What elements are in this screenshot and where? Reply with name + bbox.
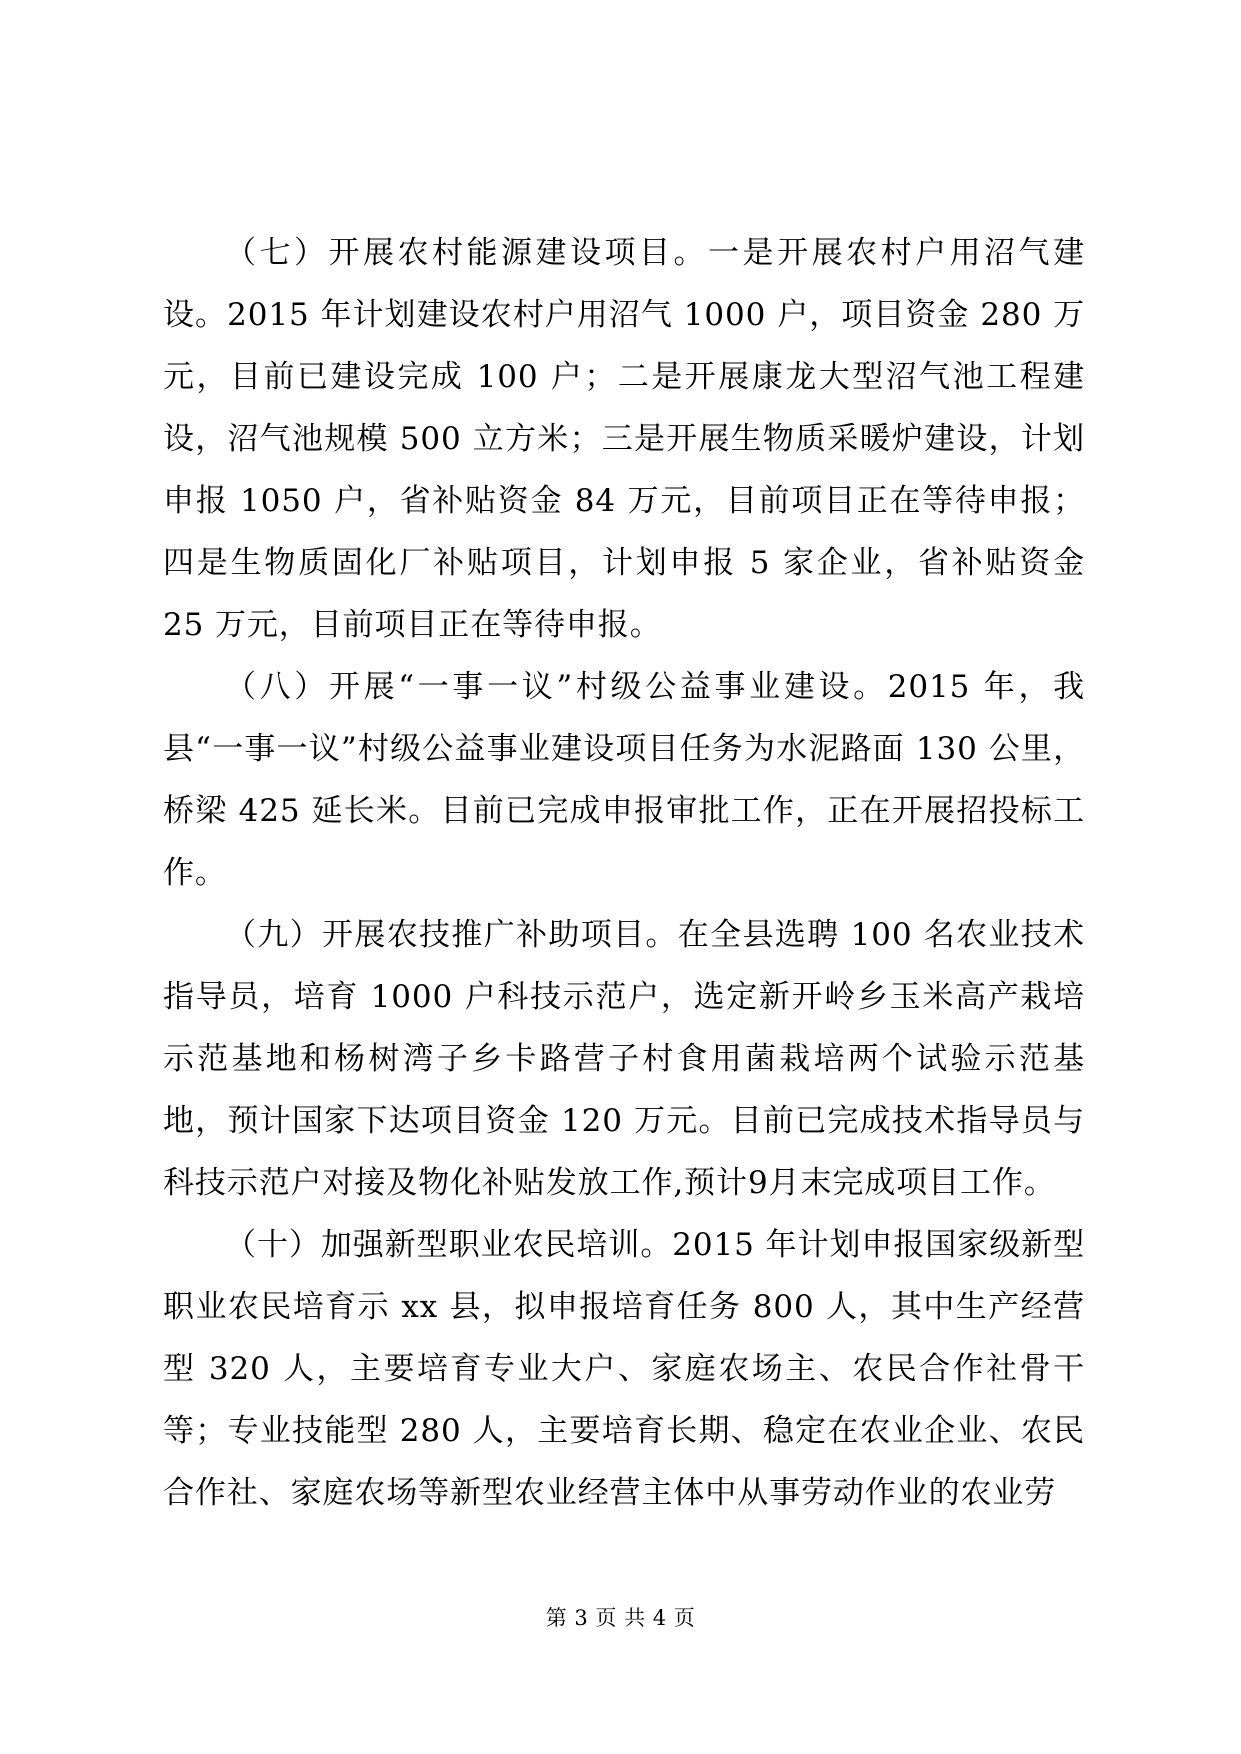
paragraph-agri-tech-projects: （九）开展农技推广补助项目。在全县选聘 100 名农业技术指导员，培育 1000 户科技示范户，选定新开岭乡玉米高产栽培示范基地和杨树湾子乡卡路营子村食用菌栽培两个试验示范基地，预计国家下达项目资金 120 万元。目前已完成技术指导员与科技示范户对接及物化补贴发放工作,预计9月末完成项目工作。 bbox=[163, 917, 1085, 1201]
paragraph-public-welfare-projects: （八）开展“一事一议”村级公益事业建设。2015 年，我县“一事一议”村级公益事业建设项目任务为水泥路面 130 公里，桥梁 425 延长米。目前已完成申报审批工作，正在开展招投标工作。 bbox=[163, 669, 1085, 891]
document-body bbox=[163, 222, 1085, 1524]
paragraph-farmer-training: （十）加强新型职业农民培训。2015 年计划申报国家级新型职业农民培育示 xx 县，拟申报培育任务 800 人，其中生产经营型 320 人，主要培育专业大户、家庭农场主、农民合作社骨干等；专业技能型 280 人，主要培育长期、稳定在农业企业、农民合作社、家庭农场等新型农业经营主体中从事劳动作业的农业劳 bbox=[163, 1227, 1085, 1511]
page-number-footer: 第 3 页 共 4 页 bbox=[545, 1606, 696, 1630]
paragraph-energy-projects: （七）开展农村能源建设项目。一是开展农村户用沼气建设。2015 年计划建设农村户用沼气 1000 户，项目资金 280 万元，目前已建设完成 100 户；二是开展康龙大型沼气池工程建设，沼气池规模 500 立方米；三是开展生物质采暖炉建设，计划申报 1050 户，省补贴资金 84 万元，目前项目正在等待申报；四是生物质固化厂补贴项目，计划申报 5 家企业，省补贴资金 25 万元，目前项目正在等待申报。 bbox=[163, 235, 1085, 643]
